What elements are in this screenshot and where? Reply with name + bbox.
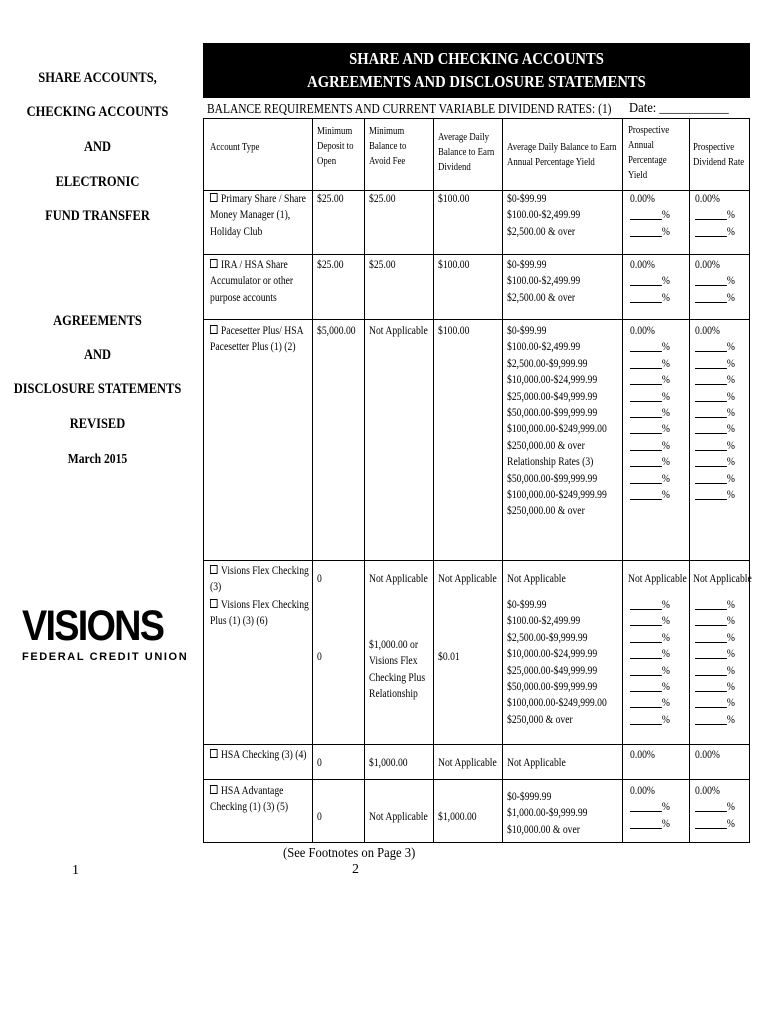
account-type: Visions Flex Checking Plus (1) (3) (6) <box>210 599 309 628</box>
title-banner <box>203 43 750 98</box>
rate-blank-field[interactable] <box>630 439 662 451</box>
min-balance-value: $25.00 <box>369 193 396 205</box>
dividend-rate-column: % % % % % % % % <box>695 597 735 728</box>
rate-blank-field[interactable] <box>630 680 662 692</box>
column-divider <box>622 119 623 842</box>
rates-table <box>203 118 750 843</box>
rate-blank-field[interactable] <box>695 274 727 286</box>
balance-tier-list: Not Applicable <box>507 573 566 585</box>
page-number-right: 2 <box>352 862 359 877</box>
adb-dividend-value: $0.01 <box>438 651 460 663</box>
rate-blank-field[interactable] <box>630 800 662 812</box>
revision-date: March 2015 <box>67 451 128 466</box>
apy-column: % % % % % % % % <box>630 597 670 728</box>
min-deposit-value: 0 <box>317 811 322 823</box>
rate-blank-field[interactable] <box>695 472 727 484</box>
account-type: Visions Flex Checking (3) <box>210 565 309 594</box>
column-divider <box>312 119 313 842</box>
rate-blank-field[interactable] <box>695 225 727 237</box>
logo-subtitle: FEDERAL CREDIT UNION <box>22 651 189 663</box>
rate-blank-field[interactable] <box>630 357 662 369</box>
adb-dividend-value: $100.00 <box>438 193 470 205</box>
min-balance-value: Not Applicable <box>369 811 428 823</box>
account-type: Primary Share / Share Money Manager (1), Holiday Club <box>210 193 306 238</box>
adb-dividend-value: $100.00 <box>438 259 470 271</box>
rate-blank-field[interactable] <box>630 291 662 303</box>
rate-blank-field[interactable] <box>630 614 662 626</box>
rate-blank-field[interactable] <box>695 373 727 385</box>
left-heading-line: AND <box>83 347 112 363</box>
account-type: Pacesetter Plus/ HSA Pacesetter Plus (1) (2) <box>210 325 304 354</box>
column-header: Minimum Balance to Avoid Fee <box>369 126 407 167</box>
adb-dividend-value: Not Applicable <box>438 573 497 585</box>
dividend-rate-column: 0.00% % % <box>695 785 735 830</box>
rate-blank-field[interactable] <box>695 817 727 829</box>
rate-blank-field[interactable] <box>695 800 727 812</box>
rate-blank-field[interactable] <box>695 647 727 659</box>
column-divider <box>689 119 690 842</box>
left-heading-line: REVISED <box>69 416 126 432</box>
column-header: Average Daily Balance to Earn Dividend <box>438 132 495 173</box>
left-heading-line: CHECKING ACCOUNTS <box>26 104 169 120</box>
checkbox-icon[interactable] <box>210 785 218 794</box>
rate-blank-field[interactable] <box>695 208 727 220</box>
checkbox-icon[interactable] <box>210 259 218 268</box>
column-divider <box>364 119 365 842</box>
logo-wordmark: VISIONS <box>22 602 164 650</box>
balance-tier-list: Not Applicable <box>507 757 566 769</box>
column-header: Prospective Annual Percentage Yield <box>628 125 670 181</box>
rate-blank-field[interactable] <box>630 631 662 643</box>
checkbox-icon[interactable] <box>210 749 218 758</box>
min-deposit-value: $25.00 <box>317 193 344 205</box>
row-divider <box>204 254 749 255</box>
rate-blank-field[interactable] <box>630 488 662 500</box>
footnote-reference: (See Footnotes on Page 3) <box>283 846 416 861</box>
min-deposit-value: $5,000.00 <box>317 325 356 337</box>
column-divider <box>502 119 503 842</box>
title-line: AGREEMENTS AND DISCLOSURE STATEMENTS <box>307 72 646 91</box>
row-divider <box>204 560 749 561</box>
rate-blank-field[interactable] <box>630 713 662 725</box>
row-divider <box>204 319 749 320</box>
balance-tier-list: $0-$99.99 $100.00-$2,499.99 $2,500.00 & over <box>507 193 581 238</box>
min-balance-value: $1,000.00 <box>369 757 408 769</box>
title-line: SHARE AND CHECKING ACCOUNTS <box>349 49 604 68</box>
rate-blank-field[interactable] <box>695 631 727 643</box>
rate-blank-field[interactable] <box>630 696 662 708</box>
rate-blank-field[interactable] <box>630 208 662 220</box>
rate-blank-field[interactable] <box>695 357 727 369</box>
dividend-rate-column: 0.00% % % <box>695 193 735 238</box>
min-deposit-value: 0 <box>317 757 322 769</box>
row-divider <box>204 779 749 780</box>
min-balance-value: Not Applicable <box>369 573 428 585</box>
rate-blank-field[interactable] <box>630 472 662 484</box>
rate-blank-field[interactable] <box>695 390 727 402</box>
adb-dividend-value: $100.00 <box>438 325 470 337</box>
rate-blank-field[interactable] <box>630 422 662 434</box>
rate-blank-field[interactable] <box>695 680 727 692</box>
min-balance-value: $1,000.00 or Visions Flex Checking Plus Relationship <box>369 639 426 701</box>
dividend-rate-column: 0.00% % % <box>695 259 735 304</box>
left-heading-line: AND <box>83 139 112 155</box>
checkbox-icon[interactable] <box>210 599 218 608</box>
column-header: Minimum Deposit to Open <box>317 126 354 167</box>
date-label: Date: ___________ <box>629 101 729 116</box>
min-deposit-value: 0 <box>317 651 322 663</box>
rate-blank-field[interactable] <box>630 647 662 659</box>
apy-column: 0.00% % % <box>630 785 670 830</box>
checkbox-icon[interactable] <box>210 325 218 334</box>
left-heading-line: SHARE ACCOUNTS, <box>38 70 157 86</box>
rate-blank-field[interactable] <box>695 439 727 451</box>
rate-blank-field[interactable] <box>695 664 727 676</box>
column-divider <box>433 119 434 842</box>
apy-column: 0.00% <box>630 749 655 761</box>
rate-blank-field[interactable] <box>695 713 727 725</box>
left-heading-line: ELECTRONIC <box>55 174 140 190</box>
apy-column: 0.00% % % % % % % % % % % <box>630 325 670 502</box>
rate-blank-field[interactable] <box>695 455 727 467</box>
account-type: HSA Advantage Checking (1) (3) (5) <box>210 785 289 814</box>
rate-blank-field[interactable] <box>695 291 727 303</box>
account-type: HSA Checking (3) (4) <box>210 747 307 763</box>
rate-blank-field[interactable] <box>695 614 727 626</box>
rate-blank-field[interactable] <box>695 406 727 418</box>
rate-blank-field[interactable] <box>695 598 727 610</box>
apy-value: Not Applicable <box>628 573 687 585</box>
table-subtitle: BALANCE REQUIREMENTS AND CURRENT VARIABLE DIVIDEND RATES: (1) <box>207 101 612 116</box>
column-header: Account Type <box>210 142 260 153</box>
balance-tier-list: $0-$99.99 $100.00-$2,499.99 $2,500.00-$9,999.99 $10,000.00-$24,999.99 $25,000.00-$49,999.99 $50,000.00-$99,999.99 $100,000.00-$249,999.00 $250,000 & over <box>507 599 607 726</box>
rate-blank-field[interactable] <box>630 373 662 385</box>
balance-tier-list: $0-$99.99 $100.00-$2,499.99 $2,500.00-$9,999.99 $10,000.00-$24,999.99 $25,000.00-$49,999.99 $50,000.00-$99,999.99 $100,000.00-$249,999.00 $250,000.00 & over Relationship Rates (3) $50,000.00-$99,999.99 $100,000.00-$249,999.99 $250,000.00 & over <box>507 325 607 518</box>
checkbox-icon[interactable] <box>210 193 218 202</box>
rate-blank-field[interactable] <box>630 225 662 237</box>
rate-blank-field[interactable] <box>630 340 662 352</box>
dividend-rate-column: 0.00% <box>695 749 720 761</box>
dividend-rate-value: Not Applicable <box>693 573 752 585</box>
min-balance-value: Not Applicable <box>369 325 428 337</box>
rate-blank-field[interactable] <box>695 340 727 352</box>
rate-blank-field[interactable] <box>630 598 662 610</box>
column-header: Prospective Dividend Rate <box>693 142 745 168</box>
rate-blank-field[interactable] <box>630 455 662 467</box>
dividend-rate-column: 0.00% % % % % % % % % % % <box>695 325 735 502</box>
column-header: Average Daily Balance to Earn Annual Percentage Yield <box>507 142 617 168</box>
checkbox-icon[interactable] <box>210 565 218 574</box>
rate-blank-field[interactable] <box>630 274 662 286</box>
rate-blank-field[interactable] <box>630 817 662 829</box>
visions-logo <box>22 602 189 663</box>
balance-tier-list: $0-$99.99 $100.00-$2,499.99 $2,500.00 & over <box>507 259 581 304</box>
min-deposit-value: $25.00 <box>317 259 344 271</box>
left-heading-line: AGREEMENTS <box>53 313 142 329</box>
rate-blank-field[interactable] <box>630 390 662 402</box>
rate-blank-field[interactable] <box>695 422 727 434</box>
rate-blank-field[interactable] <box>695 488 727 500</box>
left-heading-line: FUND TRANSFER <box>45 208 150 224</box>
apy-column: 0.00% % % <box>630 193 670 238</box>
page-number-left: 1 <box>72 863 79 878</box>
rate-blank-field[interactable] <box>630 664 662 676</box>
rate-blank-field[interactable] <box>630 406 662 418</box>
account-type: IRA / HSA Share Accumulator or other purpose accounts <box>210 259 294 304</box>
row-divider <box>204 744 749 745</box>
apy-column: 0.00% % % <box>630 259 670 304</box>
adb-dividend-value: $1,000.00 <box>438 811 477 823</box>
min-balance-value: $25.00 <box>369 259 396 271</box>
min-deposit-value: 0 <box>317 573 322 585</box>
left-heading-line: DISCLOSURE STATEMENTS <box>13 381 182 397</box>
balance-tier-list: $0-$999.99 $1,000.00-$9,999.99 $10,000.00 & over <box>507 791 588 836</box>
adb-dividend-value: Not Applicable <box>438 757 497 769</box>
rate-blank-field[interactable] <box>695 696 727 708</box>
